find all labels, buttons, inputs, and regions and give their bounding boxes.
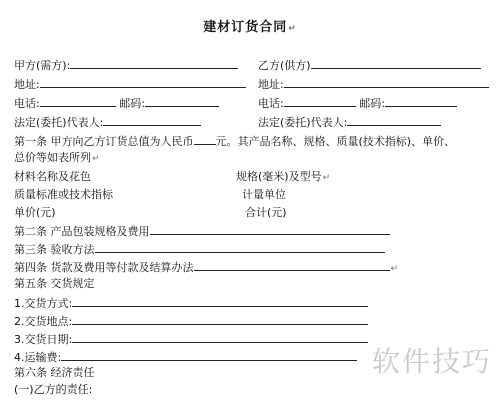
article-1-text-pre: 第一条 甲方向乙方订货总值为人民币: [14, 135, 194, 148]
price-label: 单价(元): [14, 206, 56, 219]
article-3-blank[interactable]: [95, 241, 385, 253]
table-price-label: [14, 206, 56, 220]
article-1-text-post: 元。其产品名称、规格、质量(技术指标)、单价、: [215, 135, 456, 148]
article-6-sub-1: [14, 383, 92, 397]
item-4-text: 4.运输费:: [14, 351, 62, 364]
item-3-blank[interactable]: [72, 331, 368, 343]
postcode-blank-b[interactable]: [385, 95, 457, 107]
article-6: [14, 366, 95, 380]
item-1-text: 1.交货方式:: [14, 297, 73, 310]
table-quality-label: [14, 188, 113, 202]
contact-line-a: [14, 95, 219, 111]
article-3-text: 第三条 验收方法: [14, 243, 95, 256]
phone-label-a: 电话:: [14, 97, 40, 110]
postcode-blank-a[interactable]: [145, 95, 219, 107]
title-text: 建材订货合同: [203, 20, 288, 35]
phone-label-b: 电话:: [258, 97, 284, 110]
paragraph-mark-icon: ↵: [390, 264, 399, 274]
spec-label: 规格(毫米)及型号: [236, 170, 322, 183]
article-4-blank[interactable]: [194, 259, 390, 271]
item-3: [14, 331, 368, 347]
material-label: 材料名称及花色: [14, 170, 91, 183]
rep-line-a: [14, 114, 201, 130]
item-1: [14, 295, 368, 311]
paragraph-mark-icon: ↵: [92, 154, 100, 164]
rep-line-b: [258, 114, 441, 130]
rep-label-b: 法定(委托)代表人:: [258, 116, 348, 129]
article-2-text: 第二条 产品包装规格及费用: [14, 225, 150, 238]
item-1-blank[interactable]: [72, 295, 368, 307]
article-4-text: 第四条 货款及费用等付款及结算办法: [14, 261, 194, 274]
address-blank-b[interactable]: [284, 76, 489, 88]
article-4: [14, 259, 398, 276]
quality-label: 质量标准或技术指标: [14, 188, 113, 201]
buyer-blank[interactable]: [70, 57, 238, 69]
address-line-b: [258, 76, 489, 92]
watermark-text: 软件技巧: [371, 345, 492, 378]
table-total-label: [245, 206, 287, 220]
document-title: [0, 16, 500, 35]
article-1-line-1: [14, 133, 455, 149]
postcode-label-b: 邮码:: [359, 97, 385, 110]
paragraph-mark-icon: ↵: [288, 24, 297, 34]
item-2-text: 2.交货地点:: [14, 315, 73, 328]
article-6-sub-1-text: (一)乙方的责任:: [14, 383, 93, 396]
rep-blank-b[interactable]: [347, 114, 441, 126]
rep-blank-a[interactable]: [103, 114, 201, 126]
buyer-label: 甲方(需方):: [14, 59, 71, 72]
article-3: [14, 241, 385, 257]
item-4: [14, 349, 357, 365]
address-line-a: [14, 76, 246, 92]
item-2-blank[interactable]: [72, 313, 368, 325]
unit-label: 计量单位: [242, 188, 286, 201]
paragraph-mark-icon: ↵: [322, 173, 331, 183]
article-2: [14, 223, 390, 239]
item-2: [14, 313, 368, 329]
article-1-text-2: 总价等如表所列: [14, 151, 91, 164]
address-blank-a[interactable]: [40, 76, 246, 88]
article-6-text: 第六条 经济责任: [14, 366, 95, 379]
phone-blank-b[interactable]: [284, 95, 356, 107]
contact-line-b: [258, 95, 457, 111]
article-2-blank[interactable]: [150, 223, 390, 235]
seller-line: [258, 57, 481, 73]
phone-blank-a[interactable]: [40, 95, 116, 107]
article-1-line-2: [14, 151, 100, 166]
rep-label-a: 法定(委托)代表人:: [14, 116, 104, 129]
article-5: [14, 277, 95, 291]
seller-blank[interactable]: [311, 57, 481, 69]
postcode-label-a: 邮码:: [119, 97, 145, 110]
item-4-blank[interactable]: [61, 349, 357, 361]
table-spec-label: [236, 170, 330, 185]
amount-blank[interactable]: [194, 133, 216, 145]
seller-label: 乙方(供方): [258, 59, 311, 72]
address-label-b: 地址:: [258, 78, 284, 91]
total-label: 合计(元): [245, 206, 287, 219]
article-5-text: 第五条 交货规定: [14, 277, 95, 290]
table-material-label: [14, 170, 91, 184]
address-label-a: 地址:: [14, 78, 40, 91]
table-unit-label: [242, 188, 286, 202]
item-3-text: 3.交货日期:: [14, 333, 73, 346]
buyer-line: [14, 57, 238, 73]
